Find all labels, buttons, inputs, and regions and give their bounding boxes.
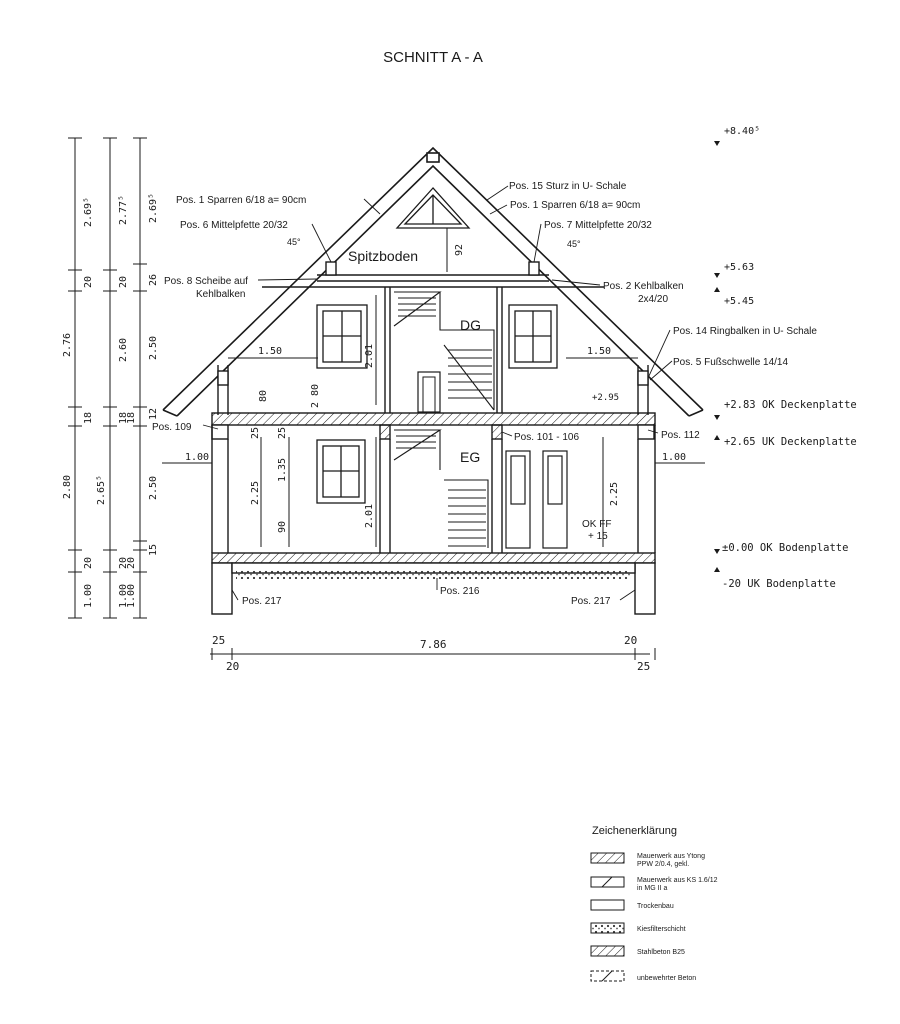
pos5-label: Pos. 5 Fußschwelle 14/14 xyxy=(673,357,789,368)
dim-100-right: 1.00 xyxy=(662,452,687,463)
dimension-column-2 xyxy=(96,195,129,608)
dim-c3-0: 2.69⁵ xyxy=(148,192,159,224)
dim-c2-5: 20 xyxy=(118,556,129,570)
dim-c3-6: 15 xyxy=(148,543,159,557)
level-563: +5.63 xyxy=(724,262,755,273)
legend-swatch-drywall xyxy=(591,900,624,910)
dim-c3-3: 18 xyxy=(126,411,137,425)
dim-225-left: 2.25 xyxy=(250,480,261,506)
dim-280: 2 80 xyxy=(310,383,321,409)
pos14-label: Pos. 14 Ringbalken in U- Schale xyxy=(673,326,817,337)
pos217-left-label: Pos. 217 xyxy=(242,596,282,607)
pos1-left-label: Pos. 1 Sparren 6/18 a= 90cm xyxy=(176,195,307,206)
pos217-right-label: Pos. 217 xyxy=(571,596,611,607)
legend-swatch-concrete xyxy=(591,946,624,956)
level-m20: -20 UK Bodenplatte xyxy=(722,578,836,590)
level-265: +2.65 UK Deckenplatte xyxy=(724,436,857,448)
dim-c3-8: 1.00 xyxy=(126,583,137,609)
dimension-column-3 xyxy=(126,193,159,608)
legend-item-1-line2: PPW 2/0.4, gekl. xyxy=(637,861,690,868)
dim-c1-4: 2.80 xyxy=(62,474,73,500)
pos1-right-label: Pos. 1 Sparren 6/18 a= 90cm xyxy=(510,200,641,211)
angle-right-label: 45° xyxy=(567,239,581,249)
dim-c2-0: 2.77⁵ xyxy=(118,194,129,226)
legend-swatch-ytong xyxy=(591,853,624,863)
dim-135: 1.35 xyxy=(277,457,288,483)
dg-window-left xyxy=(317,305,367,368)
pos7-label: Pos. 7 Mittelpfette 20/32 xyxy=(544,220,652,231)
dim-c3-5: 2.50 xyxy=(148,475,159,501)
upper-floor xyxy=(218,287,648,415)
dim-c3-2: 2.50 xyxy=(148,335,159,361)
position-labels xyxy=(152,181,817,607)
pos6-label: Pos. 6 Mittelpfette 20/32 xyxy=(180,220,288,231)
eg-doors xyxy=(506,451,567,548)
dim-150-right: 1.50 xyxy=(587,346,612,357)
dim-25a: 25 xyxy=(250,426,261,440)
dim-bottom-25-left: 25 xyxy=(212,634,226,647)
dim-c1-5: 20 xyxy=(83,556,94,570)
legend-title: Zeichenerklärung xyxy=(592,825,677,837)
dim-bottom-20-right: 20 xyxy=(624,634,638,647)
upper-floor-label: DG xyxy=(460,317,481,333)
dim-92: 92 xyxy=(454,243,465,257)
level-545: +5.45 xyxy=(724,296,755,307)
dim-c2-4: 2.65⁵ xyxy=(96,474,107,506)
legend xyxy=(591,825,718,982)
dim-c3-7: 20 xyxy=(126,556,137,570)
dim-bottom-786: 7.86 xyxy=(420,638,447,651)
pos8-label-line2: Kehlbalken xyxy=(196,289,246,300)
pos2-label-line2: 2x4/20 xyxy=(638,294,669,305)
drawing-title: SCHNITT A - A xyxy=(383,49,483,66)
pos109-label: Pos. 109 xyxy=(152,422,192,433)
dim-bottom-25-right: 25 xyxy=(637,660,651,673)
pos101-label: Pos. 101 - 106 xyxy=(514,432,580,443)
dim-80: 80 xyxy=(258,389,269,403)
level-000: ±0.00 OK Bodenplatte xyxy=(722,542,849,554)
dim-c1-3: 18 xyxy=(83,411,94,425)
attic-label: Spitzboden xyxy=(348,248,419,264)
dg-window-right xyxy=(509,305,557,368)
dim-150-left: 1.50 xyxy=(258,346,283,357)
dim-100-left: 1.00 xyxy=(185,452,210,463)
dim-c2-1: 20 xyxy=(118,275,129,289)
level-295: +2.95 xyxy=(592,393,620,403)
dg-door-frame xyxy=(418,372,440,412)
level-283: +2.83 OK Deckenplatte xyxy=(724,399,857,411)
dim-bottom-20-left: 20 xyxy=(226,660,240,673)
dim-c1-2: 2.76 xyxy=(62,332,73,358)
dim-201-eg: 2.01 xyxy=(364,503,375,529)
legend-swatch-gravel xyxy=(591,923,624,933)
dim-c3-1: 26 xyxy=(148,273,159,287)
dim-225-right: 2.25 xyxy=(609,481,620,507)
pos112-label: Pos. 112 xyxy=(661,430,700,441)
dim-c2-3: 18 xyxy=(118,411,129,425)
eg-window xyxy=(317,440,365,503)
legend-item-3: Trockenbau xyxy=(637,903,674,910)
legend-item-1-line1: Mauerwerk aus Ytong xyxy=(637,853,705,860)
dim-c3-4: 12 xyxy=(148,407,159,421)
legend-item-2-line1: Mauerwerk aus KS 1.6/12 xyxy=(637,877,718,884)
angle-left-label: 45° xyxy=(287,237,301,247)
ground-floor-label: EG xyxy=(460,449,481,465)
legend-item-5: Stahlbeton B25 xyxy=(637,949,685,956)
dim-201-dg: 2.01 xyxy=(364,343,375,369)
legend-item-2-line2: in MG II a xyxy=(637,885,668,892)
level-ridge: +8.40⁵ xyxy=(724,126,761,137)
legend-item-4: Kiesfilterschicht xyxy=(637,926,686,933)
pos15-label: Pos. 15 Sturz in U- Schale xyxy=(509,181,627,192)
gable-window xyxy=(397,188,469,228)
legend-item-6: unbewehrter Beton xyxy=(637,975,697,982)
pos8-label-line1: Pos. 8 Scheibe auf xyxy=(164,276,248,287)
staircase-eg xyxy=(394,430,488,548)
pos216-label: Pos. 216 xyxy=(440,586,480,597)
dim-25b: 25 xyxy=(277,426,288,440)
ok-ff-line1: OK FF xyxy=(582,519,612,530)
dim-c1-0: 2.69⁵ xyxy=(83,196,94,228)
pos2-label-line1: Pos. 2 Kehlbalken xyxy=(603,281,684,292)
dim-c1-6: 1.00 xyxy=(83,583,94,609)
staircase-dg xyxy=(394,292,494,410)
ok-ff-line2: + 15 xyxy=(588,531,608,542)
dimension-column-1 xyxy=(62,197,94,608)
dim-c1-1: 20 xyxy=(83,275,94,289)
dim-c2-2: 2.60 xyxy=(118,337,129,363)
dim-90: 90 xyxy=(277,520,288,534)
dim-c2-6: 1.00 xyxy=(118,583,129,609)
